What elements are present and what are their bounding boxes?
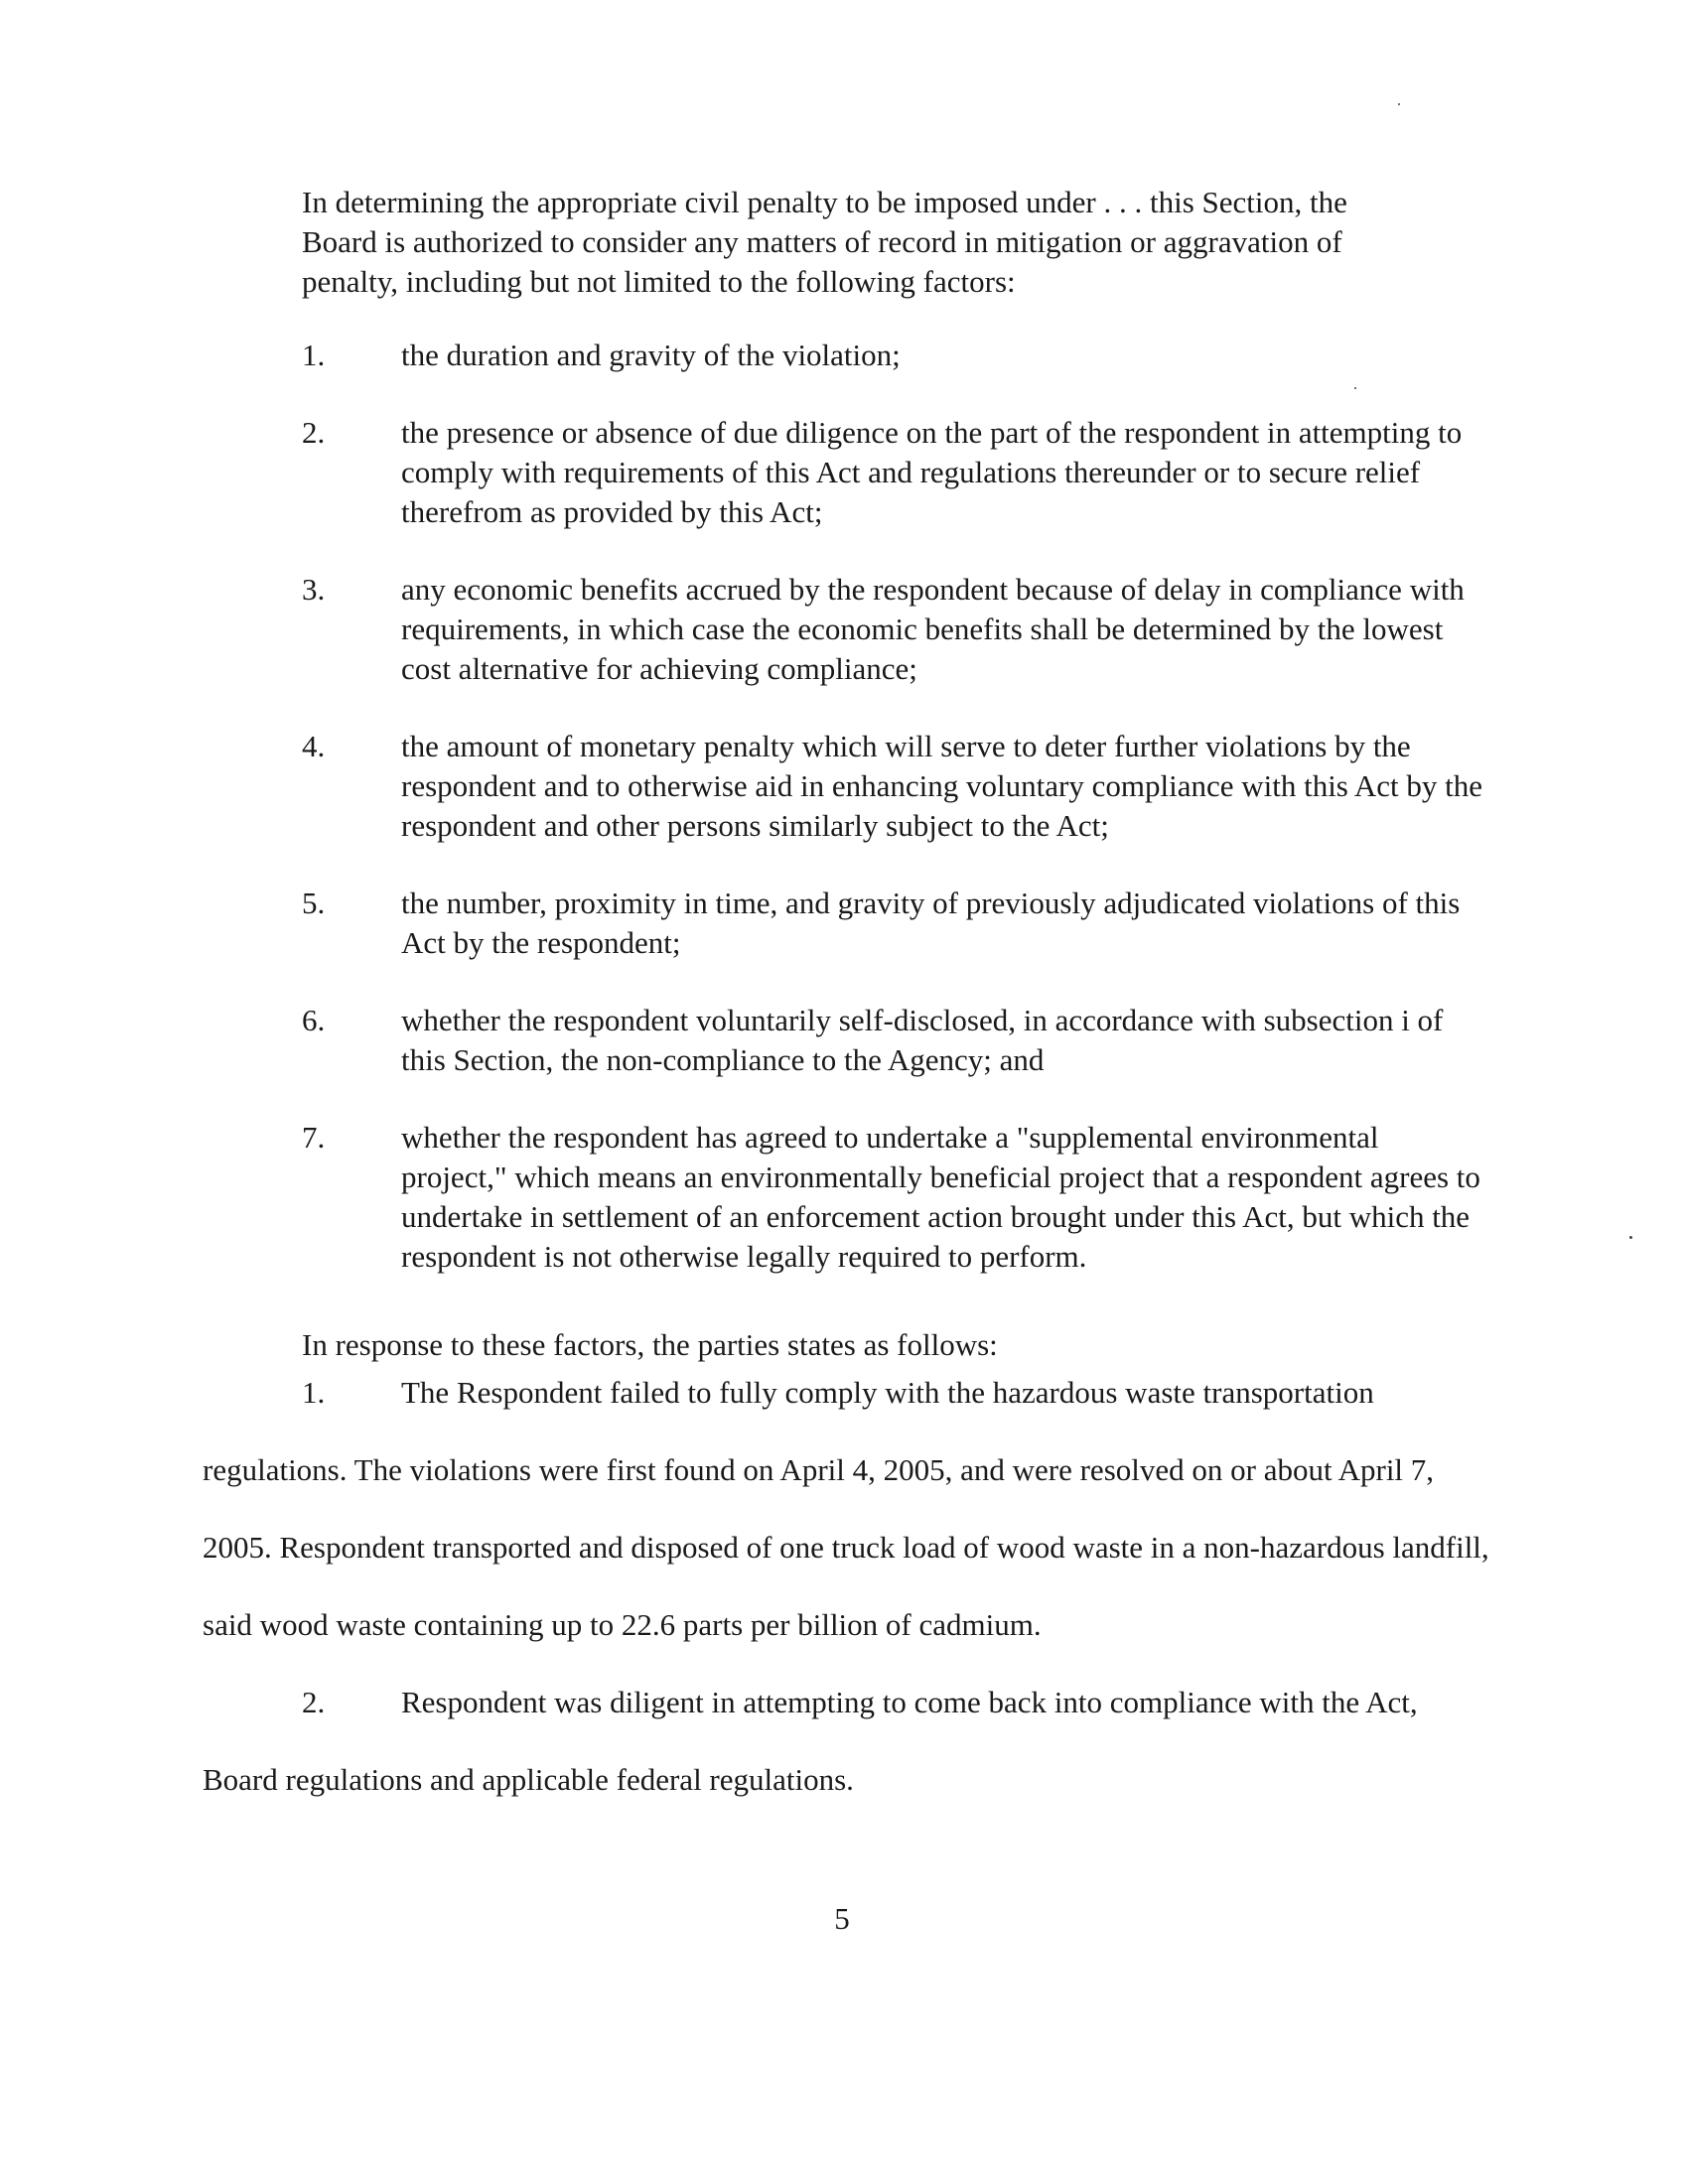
factor-text: whether the respondent has agreed to undertake a "supplemental environmental project," which means an environmentally beneficial project that a respondent agrees to undertake in settlement of an enforcement action brought under this Act, but which the respondent is not otherwise legally required to perform. — [401, 1120, 1480, 1274]
scan-speck — [1629, 1236, 1632, 1239]
response-number: 2. — [302, 1685, 326, 1719]
response-intro: In response to these factors, the parties states as follows: — [302, 1327, 998, 1362]
factor-item — [302, 1118, 1493, 1277]
factor-item — [302, 727, 1493, 846]
factor-text: the presence or absence of due diligence on the part of the respondent in attempting to comply with requirements of this Act and regulations thereunder or to secure relief therefrom as provided by this Act; — [401, 415, 1463, 529]
factor-text: any economic benefits accrued by the respondent because of delay in compliance with requirements, in which case the economic benefits shall be determined by the lowest cost alternative for achieving compliance; — [401, 572, 1465, 686]
statute-quote — [302, 183, 1493, 1314]
scan-speck — [1354, 387, 1356, 389]
quote-intro: In determining the appropriate civil penalty to be imposed under . . . this Section, the Board is authorized to consider any matters of record in mitigation or aggravation of penalty, including but not limited to the following factors: — [302, 185, 1347, 299]
factor-text: the duration and gravity of the violation; — [401, 338, 901, 372]
factor-item — [302, 884, 1493, 963]
response-paragraph-1 — [203, 1354, 1493, 1664]
factor-number: 4. — [302, 729, 326, 763]
factor-number: 7. — [302, 1120, 326, 1155]
response-text: The Respondent failed to fully comply with the hazardous waste transportation regulations. The violations were first found on April 4, 2005, and were resolved on or about April 7, 2005. Respondent transported and disposed of one truck load of wood waste in a non-hazardous landfill, said wood waste containing up to 22.6 parts per billion of cadmium. — [203, 1375, 1489, 1642]
response-paragraph-2 — [203, 1664, 1493, 1819]
response-text: Respondent was diligent in attempting to come back into compliance with the Act, Board regulations and applicable federal regulations. — [203, 1685, 1418, 1797]
factor-text: the amount of monetary penalty which will serve to deter further violations by the respondent and to otherwise aid in enhancing voluntary compliance with this Act by the respondent and other persons similarly subject to the Act; — [401, 729, 1483, 843]
factor-item — [302, 1001, 1493, 1080]
response-number: 1. — [302, 1375, 326, 1410]
page-number: 5 — [834, 1901, 850, 1936]
factor-item — [302, 570, 1493, 689]
factor-number: 3. — [302, 572, 326, 607]
factor-text: the number, proximity in time, and gravity of previously adjudicated violations of this Act by the respondent; — [401, 886, 1461, 960]
scan-speck — [1398, 103, 1400, 105]
factor-number: 5. — [302, 886, 326, 920]
factor-number: 6. — [302, 1003, 326, 1037]
factor-number: 1. — [302, 338, 326, 372]
factor-item — [302, 336, 1493, 375]
factor-text: whether the respondent voluntarily self-disclosed, in accordance with subsection i of this Section, the non-compliance to the Agency; and — [401, 1003, 1444, 1077]
factor-number: 2. — [302, 415, 326, 450]
factor-item — [302, 413, 1493, 532]
